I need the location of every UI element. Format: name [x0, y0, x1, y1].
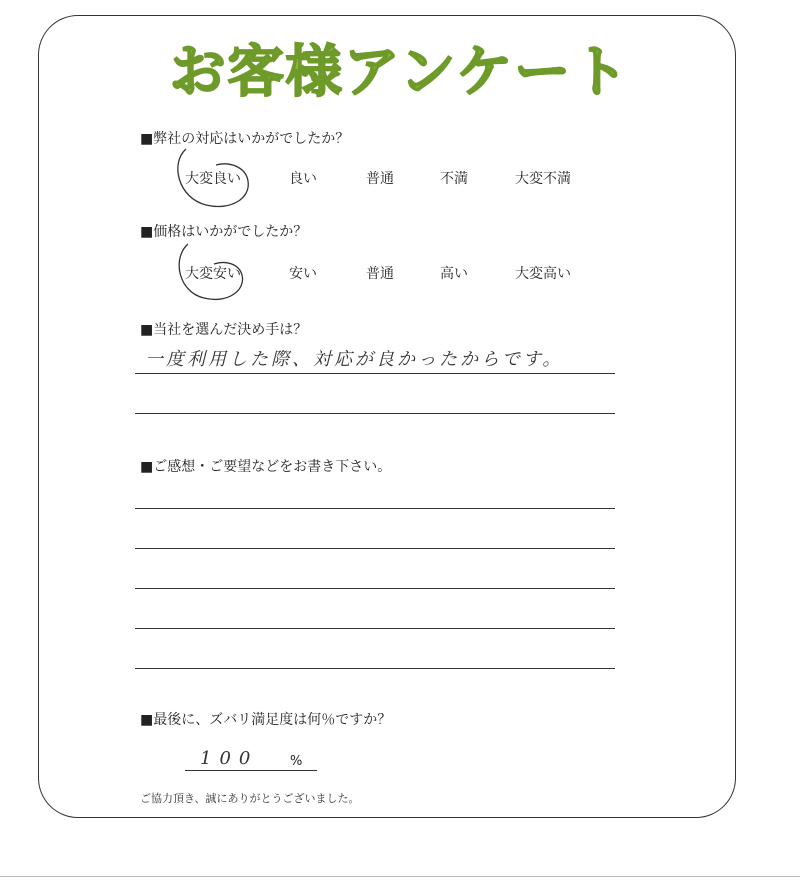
satisfaction-line [185, 770, 317, 771]
comment-line[interactable] [135, 588, 615, 589]
q1-option-very-good[interactable]: 大変良い [185, 171, 241, 187]
comment-line[interactable] [135, 548, 615, 549]
question-price: ■価格はいかがでしたか？ [140, 224, 308, 240]
q1-option-good[interactable]: 良い [289, 171, 317, 187]
comment-line[interactable] [135, 668, 615, 669]
answer-line [135, 373, 615, 374]
thank-you-note: ご協力頂き、誠にありがとうございました。 [140, 792, 360, 805]
question-comments: ■ご感想・ご要望などをお書き下さい。 [140, 459, 392, 475]
q1-option-unsatisfied[interactable]: 不満 [440, 171, 468, 187]
satisfaction-answer[interactable]: 100 [200, 748, 259, 769]
deciding-factor-answer[interactable]: 一度利用した際、対応が良かったからです。 [145, 349, 564, 370]
q1-selection-circle [176, 143, 256, 211]
percent-unit: % [290, 754, 303, 769]
question-satisfaction: ■最後に、ズバリ満足度は何％ですか？ [140, 712, 392, 728]
question-service: ■弊社の対応はいかがでしたか？ [140, 131, 350, 147]
q2-selection-circle [176, 240, 248, 306]
survey-title: お客様アンケート [169, 40, 631, 105]
answer-line [135, 413, 615, 414]
question-deciding-factor: ■当社を選んだ決め手は？ [140, 322, 308, 338]
q1-option-normal[interactable]: 普通 [366, 171, 394, 187]
q2-option-very-cheap[interactable]: 大変安い [185, 266, 241, 282]
comment-line[interactable] [135, 628, 615, 629]
comment-line[interactable] [135, 508, 615, 509]
q1-option-very-unsatisfied[interactable]: 大変不満 [515, 171, 571, 187]
q2-option-cheap[interactable]: 安い [289, 266, 317, 282]
q2-option-very-expensive[interactable]: 大変高い [515, 266, 571, 282]
q2-option-expensive[interactable]: 高い [440, 266, 468, 282]
page-edge [0, 876, 800, 877]
q2-option-normal[interactable]: 普通 [366, 266, 394, 282]
